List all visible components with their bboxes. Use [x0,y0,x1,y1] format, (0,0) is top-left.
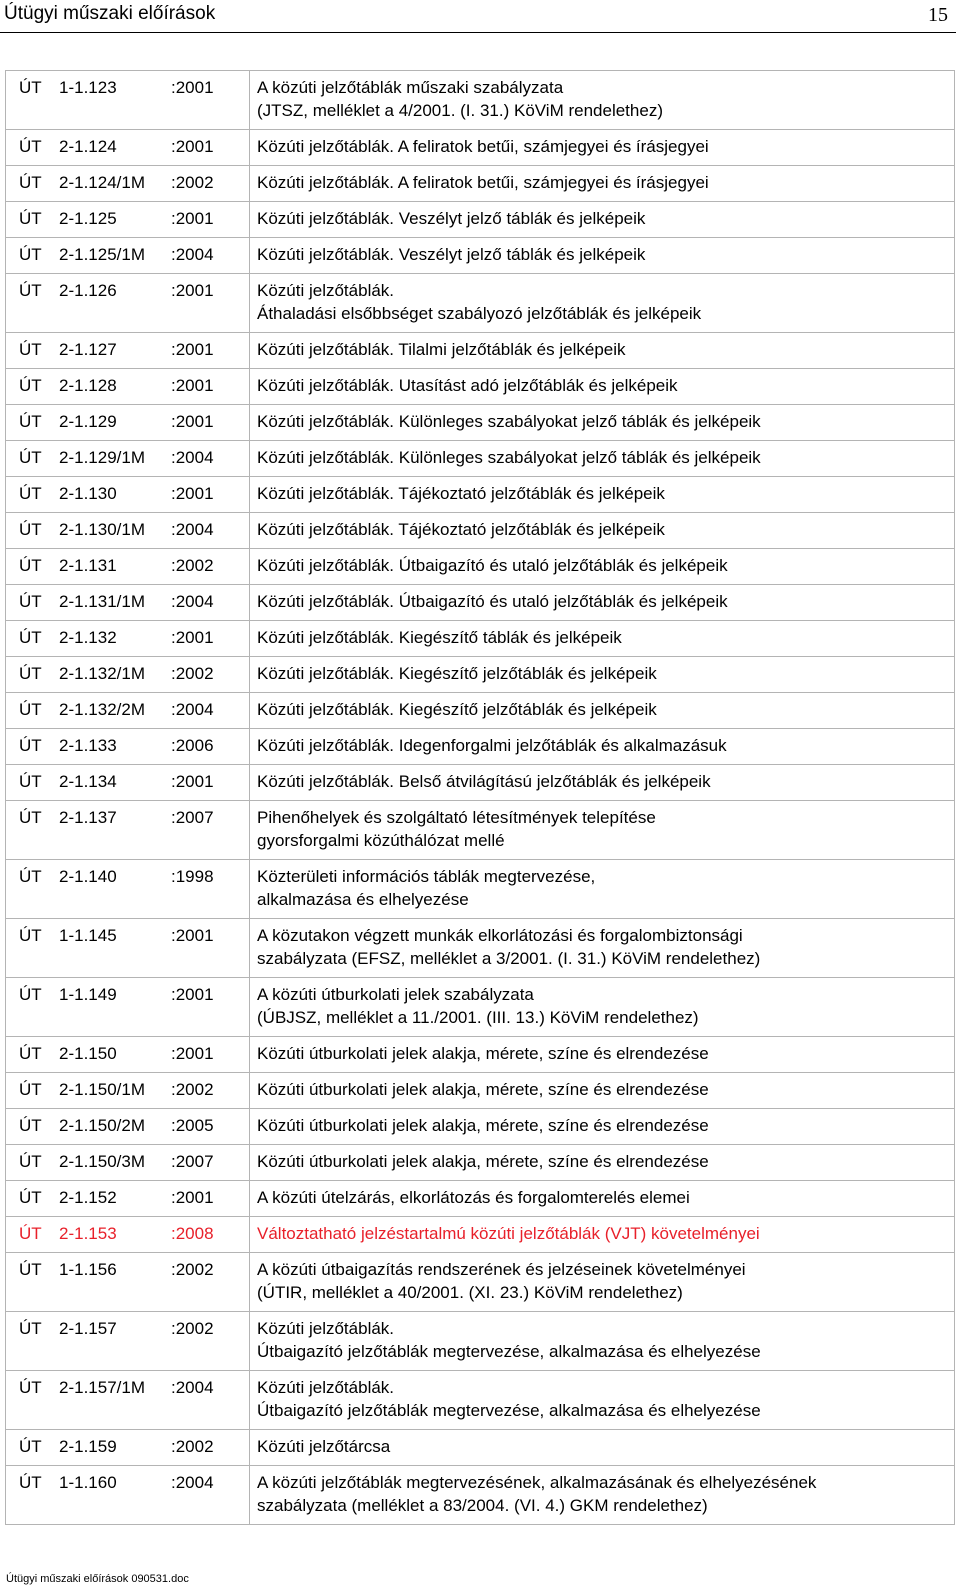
row-code: 1-1.123 [59,71,171,130]
row-title: Pihenőhelyek és szolgáltató létesítmények telepítése gyorsforgalmi közúthálózat mellé [250,801,955,860]
row-code: 2-1.124 [59,130,171,166]
row-prefix: ÚT [6,1312,60,1371]
row-title: A közúti útburkolati jelek szabályzata (ÚBJSZ, melléklet a 11./2001. (III. 13.) KöViM rendelethez) [250,978,955,1037]
row-code: 2-1.159 [59,1430,171,1466]
row-year: :2001 [171,978,250,1037]
row-year: :2004 [171,585,250,621]
table-row [6,1466,955,1525]
table-row [6,1371,955,1430]
row-prefix: ÚT [6,1181,60,1217]
row-prefix: ÚT [6,513,60,549]
row-title: Közúti jelzőtáblák. Kiegészítő jelzőtáblák és jelképeik [250,693,955,729]
row-prefix: ÚT [6,765,60,801]
row-code: 2-1.125 [59,202,171,238]
row-prefix: ÚT [6,919,60,978]
row-year: :2001 [171,71,250,130]
row-year: :2002 [171,657,250,693]
row-year: :2007 [171,801,250,860]
row-year: :2004 [171,238,250,274]
row-title: Közúti útburkolati jelek alakja, mérete, színe és elrendezése [250,1145,955,1181]
table-row [6,978,955,1037]
row-code: 2-1.157 [59,1312,171,1371]
row-code: 2-1.132 [59,621,171,657]
table-row [6,441,955,477]
row-title: Közterületi információs táblák megtervezése, alkalmazása és elhelyezése [250,860,955,919]
table-row [6,549,955,585]
row-year: :2001 [171,274,250,333]
table-row [6,801,955,860]
row-code: 1-1.145 [59,919,171,978]
row-year: :2005 [171,1109,250,1145]
row-prefix: ÚT [6,1253,60,1312]
row-prefix: ÚT [6,369,60,405]
row-prefix: ÚT [6,1145,60,1181]
row-year: :2004 [171,441,250,477]
row-prefix: ÚT [6,585,60,621]
row-prefix: ÚT [6,202,60,238]
row-title: Közúti jelzőtárcsa [250,1430,955,1466]
row-code: 2-1.127 [59,333,171,369]
row-title: Közúti jelzőtáblák. Különleges szabályokat jelző táblák és jelképeik [250,441,955,477]
table-row [6,1253,955,1312]
row-code: 2-1.134 [59,765,171,801]
row-prefix: ÚT [6,621,60,657]
row-title: Közúti jelzőtáblák. Utasítást adó jelzőtáblák és jelképeik [250,369,955,405]
row-prefix: ÚT [6,130,60,166]
row-code: 1-1.149 [59,978,171,1037]
row-prefix: ÚT [6,693,60,729]
row-year: :2001 [171,130,250,166]
row-code: 2-1.152 [59,1181,171,1217]
row-title: A közúti jelzőtáblák megtervezésének, alkalmazásának és elhelyezésének szabályzata (melléklet a 83/2004. (VI. 4.) GKM rendelethez) [250,1466,955,1525]
row-prefix: ÚT [6,729,60,765]
row-title: Közúti útburkolati jelek alakja, mérete, színe és elrendezése [250,1109,955,1145]
row-year: :2002 [171,549,250,585]
page-footer: Útügyi műszaki előírások 090531.doc [6,1573,189,1585]
row-prefix: ÚT [6,1466,60,1525]
standards-table [5,70,955,1525]
row-title: Közúti jelzőtáblák. Veszélyt jelző táblák és jelképeik [250,238,955,274]
row-prefix: ÚT [6,1037,60,1073]
row-code: 2-1.153 [59,1217,171,1253]
row-prefix: ÚT [6,238,60,274]
row-prefix: ÚT [6,1430,60,1466]
row-title: Változtatható jelzéstartalmú közúti jelzőtáblák (VJT) követelményei [250,1217,955,1253]
row-code: 2-1.133 [59,729,171,765]
table-row [6,477,955,513]
row-title: Közúti jelzőtáblák. Tájékoztató jelzőtáblák és jelképeik [250,477,955,513]
row-code: 2-1.130 [59,477,171,513]
row-year: :2004 [171,513,250,549]
table-row [6,693,955,729]
row-title: Közúti jelzőtáblák. A feliratok betűi, számjegyei és írásjegyei [250,166,955,202]
table-row [6,1145,955,1181]
table-row [6,765,955,801]
table-row [6,1073,955,1109]
row-code: 2-1.157/1M [59,1371,171,1430]
row-year: :2001 [171,621,250,657]
row-year: :2001 [171,333,250,369]
row-title: Közúti jelzőtáblák. Útbaigazító és utaló jelzőtáblák és jelképeik [250,585,955,621]
row-year: :2001 [171,477,250,513]
row-prefix: ÚT [6,549,60,585]
row-title: Közúti jelzőtáblák. Veszélyt jelző táblák és jelképeik [250,202,955,238]
row-code: 2-1.131/1M [59,585,171,621]
row-code: 2-1.129 [59,405,171,441]
row-year: :2001 [171,1181,250,1217]
row-year: :1998 [171,860,250,919]
row-title: Közúti jelzőtáblák. Kiegészítő táblák és jelképeik [250,621,955,657]
row-prefix: ÚT [6,860,60,919]
row-year: :2007 [171,1145,250,1181]
row-title: Közúti jelzőtáblák. A feliratok betűi, számjegyei és írásjegyei [250,130,955,166]
row-code: 2-1.137 [59,801,171,860]
row-title: Közúti jelzőtáblák. Kiegészítő jelzőtáblák és jelképeik [250,657,955,693]
table-row [6,1181,955,1217]
row-year: :2004 [171,1371,250,1430]
row-code: 1-1.160 [59,1466,171,1525]
page-number: 15 [928,4,948,26]
row-year: :2001 [171,1037,250,1073]
row-title: A közúti útbaigazítás rendszerének és jelzéseinek követelményei (ÚTIR, melléklet a 40/2001. (XI. 23.) KöViM rendelethez) [250,1253,955,1312]
row-prefix: ÚT [6,274,60,333]
row-title: Közúti jelzőtáblák. Tájékoztató jelzőtáblák és jelképeik [250,513,955,549]
table-row [6,860,955,919]
table-row [6,513,955,549]
row-prefix: ÚT [6,1073,60,1109]
row-year: :2004 [171,1466,250,1525]
page-header [0,0,956,33]
row-title: Közúti jelzőtáblák. Áthaladási elsőbbséget szabályozó jelzőtáblák és jelképeik [250,274,955,333]
row-code: 2-1.129/1M [59,441,171,477]
table-row [6,166,955,202]
row-title: Közúti jelzőtáblák. Útbaigazító jelzőtáblák megtervezése, alkalmazása és elhelyezése [250,1371,955,1430]
row-code: 2-1.132/2M [59,693,171,729]
row-prefix: ÚT [6,978,60,1037]
table-row [6,238,955,274]
table-row [6,1430,955,1466]
row-prefix: ÚT [6,477,60,513]
row-year: :2001 [171,765,250,801]
row-title: Közúti jelzőtáblák. Tilalmi jelzőtáblák és jelképeik [250,333,955,369]
row-code: 2-1.150/2M [59,1109,171,1145]
row-code: 2-1.130/1M [59,513,171,549]
table-row [6,369,955,405]
row-code: 2-1.131 [59,549,171,585]
row-prefix: ÚT [6,441,60,477]
row-code: 2-1.125/1M [59,238,171,274]
row-title: Közúti jelzőtáblák. Útbaigazító jelzőtáblák megtervezése, alkalmazása és elhelyezése [250,1312,955,1371]
table-row [6,1109,955,1145]
table-row [6,1217,955,1253]
table-row [6,71,955,130]
row-title: Közúti jelzőtáblák. Idegenforgalmi jelzőtáblák és alkalmazásuk [250,729,955,765]
table-row [6,405,955,441]
row-year: :2001 [171,405,250,441]
row-prefix: ÚT [6,801,60,860]
row-code: 2-1.150 [59,1037,171,1073]
table-row [6,1037,955,1073]
table-row [6,333,955,369]
table-row [6,919,955,978]
row-prefix: ÚT [6,166,60,202]
row-year: :2008 [171,1217,250,1253]
row-title: Közúti jelzőtáblák. Belső átvilágítású jelzőtáblák és jelképeik [250,765,955,801]
row-year: :2001 [171,919,250,978]
row-prefix: ÚT [6,1371,60,1430]
row-prefix: ÚT [6,405,60,441]
row-title: Közúti útburkolati jelek alakja, mérete, színe és elrendezése [250,1037,955,1073]
row-prefix: ÚT [6,333,60,369]
row-year: :2001 [171,369,250,405]
row-code: 2-1.128 [59,369,171,405]
row-prefix: ÚT [6,657,60,693]
row-prefix: ÚT [6,1109,60,1145]
document-title: Útügyi műszaki előírások [4,3,216,24]
row-title: Közúti jelzőtáblák. Különleges szabályokat jelző táblák és jelképeik [250,405,955,441]
row-year: :2006 [171,729,250,765]
row-code: 2-1.124/1M [59,166,171,202]
table-row [6,657,955,693]
table-row [6,130,955,166]
row-code: 2-1.150/1M [59,1073,171,1109]
row-year: :2002 [171,1253,250,1312]
row-year: :2002 [171,166,250,202]
row-prefix: ÚT [6,1217,60,1253]
table-row [6,729,955,765]
table-row [6,1312,955,1371]
table-row [6,621,955,657]
row-code: 2-1.150/3M [59,1145,171,1181]
row-year: :2004 [171,693,250,729]
row-title: A közúti útelzárás, elkorlátozás és forgalomterelés elemei [250,1181,955,1217]
row-year: :2002 [171,1312,250,1371]
table-row [6,274,955,333]
row-title: Közúti útburkolati jelek alakja, mérete, színe és elrendezése [250,1073,955,1109]
row-title: A közúti jelzőtáblák műszaki szabályzata (JTSZ, melléklet a 4/2001. (I. 31.) KöViM rendelethez) [250,71,955,130]
row-code: 1-1.156 [59,1253,171,1312]
table-row [6,585,955,621]
table-row [6,202,955,238]
row-year: :2002 [171,1430,250,1466]
row-title: A közutakon végzett munkák elkorlátozási és forgalombiztonsági szabályzata (EFSZ, melléklet a 3/2001. (I. 31.) KöViM rendelethez) [250,919,955,978]
row-prefix: ÚT [6,71,60,130]
row-title: Közúti jelzőtáblák. Útbaigazító és utaló jelzőtáblák és jelképeik [250,549,955,585]
row-code: 2-1.126 [59,274,171,333]
row-year: :2001 [171,202,250,238]
row-code: 2-1.140 [59,860,171,919]
row-year: :2002 [171,1073,250,1109]
row-code: 2-1.132/1M [59,657,171,693]
